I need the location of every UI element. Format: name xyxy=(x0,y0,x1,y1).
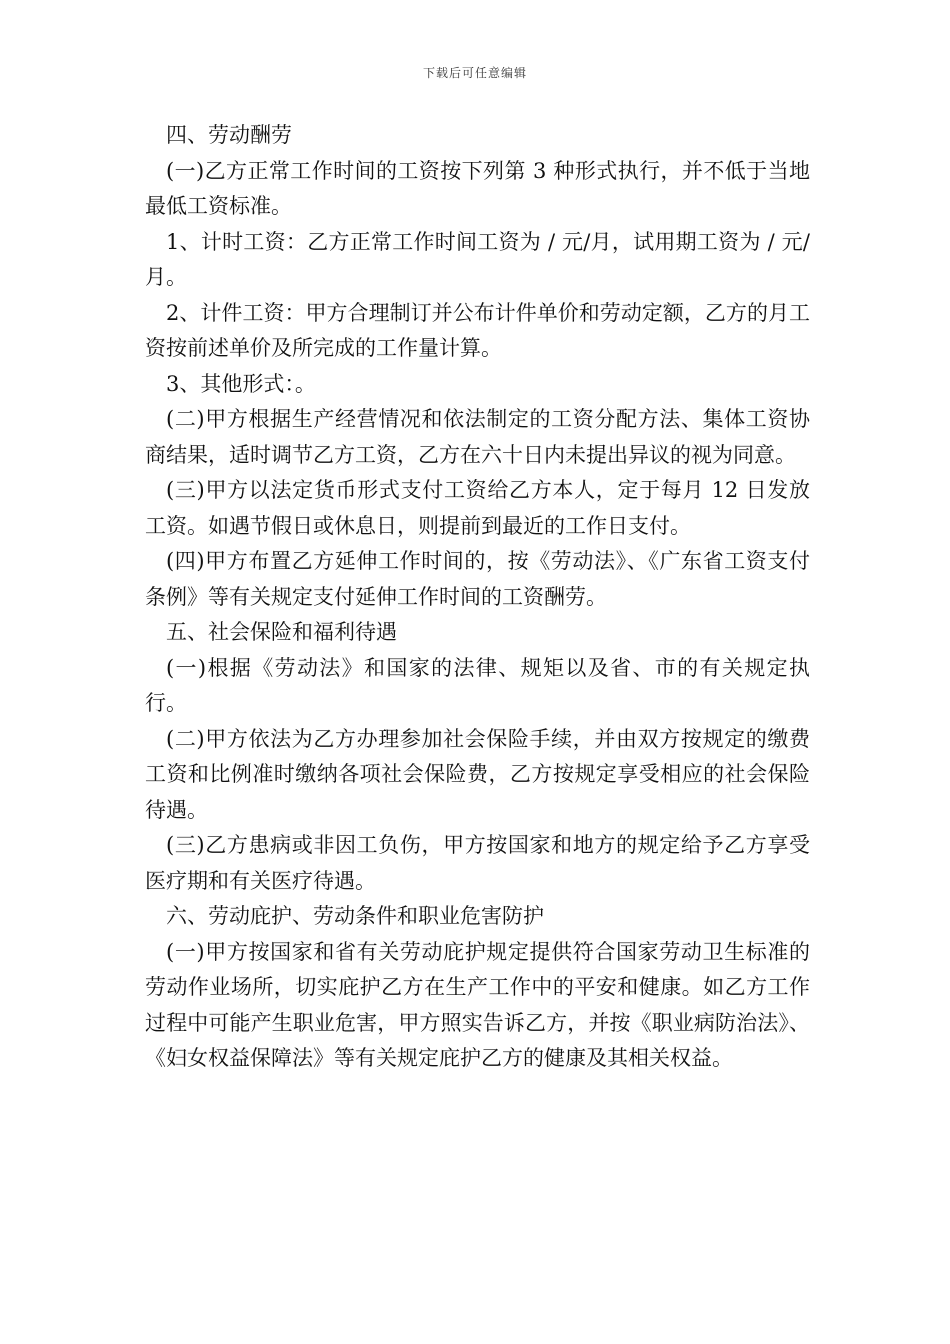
paragraph: 2、计件工资：甲方合理制订并公布计件单价和劳动定额，乙方的月工资按前述单价及所完成的工作量计算。 xyxy=(145,300,810,360)
paragraph: 3、其他形式：。 xyxy=(166,371,316,396)
paragraph: (三)乙方患病或非因工负伤，甲方按国家和地方的规定给予乙方享受医疗期和有关医疗待遇。 xyxy=(145,833,810,893)
page-header: 下载后可任意编辑 xyxy=(422,66,527,80)
paragraph: (三)甲方以法定货币形式支付工资给乙方本人，定于每月 12 日发放工资。如遇节假日或休息日，则提前到最近的工作日支付。 xyxy=(145,478,810,538)
document-body xyxy=(145,118,810,1077)
section-heading-6: 六、劳动庇护、劳动条件和职业危害防护 xyxy=(166,904,544,928)
paragraph: (二)甲方依法为乙方办理参加社会保险手续，并由双方按规定的缴费工资和比例准时缴纳各项社会保险费，乙方按规定享受相应的社会保险待遇。 xyxy=(145,726,810,822)
paragraph: 1、计时工资：乙方正常工作时间工资为 / 元/月，试用期工资为 / 元/月。 xyxy=(145,229,810,289)
paragraph: (四)甲方布置乙方延伸工作时间的，按《劳动法》、《广东省工资支付条例》等有关规定支付延伸工作时间的工资酬劳。 xyxy=(145,549,810,609)
paragraph: (一)根据《劳动法》和国家的法律、规矩以及省、市的有关规定执行。 xyxy=(145,655,810,715)
section-heading-5: 五、社会保险和福利待遇 xyxy=(166,620,397,644)
section-heading-4: 四、劳动酬劳 xyxy=(166,123,292,147)
paragraph: (一)甲方按国家和省有关劳动庇护规定提供符合国家劳动卫生标准的劳动作业场所，切实庇护乙方在生产工作中的平安和健康。如乙方工作过程中可能产生职业危害，甲方照实告诉乙方，并按《职业病防治法》、《妇女权益保障法》等有关规定庇护乙方的健康及其相关权益。 xyxy=(145,939,810,1070)
paragraph: (一)乙方正常工作时间的工资按下列第 3 种形式执行，并不低于当地最低工资标准。 xyxy=(145,158,810,218)
paragraph: (二)甲方根据生产经营情况和依法制定的工资分配方法、集体工资协商结果，适时调节乙方工资，乙方在六十日内未提出异议的视为同意。 xyxy=(145,407,810,467)
